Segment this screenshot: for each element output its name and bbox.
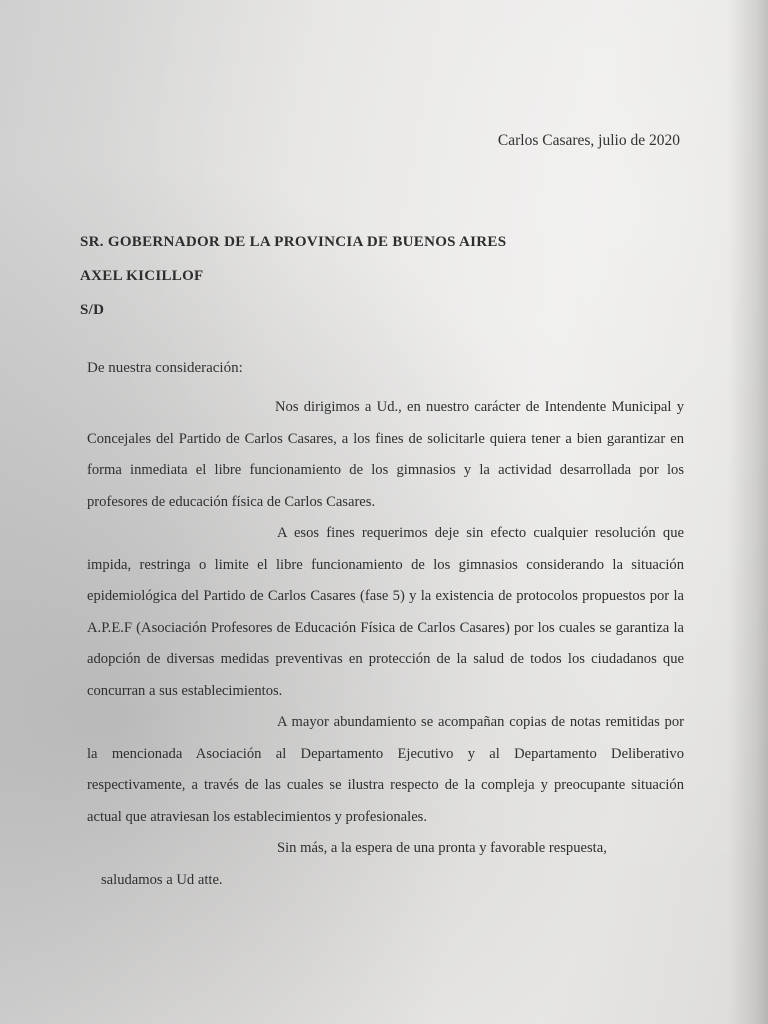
addressee-sd: S/D [80,302,105,318]
closing: saludamos a Ud atte. [101,871,223,888]
addressee-block [80,228,506,330]
salutation: De nuestra consideración: [87,360,243,376]
letter-body [87,392,684,896]
paragraph-3: A mayor abundamiento se acompañan copias de notas remitidas por la mencionada Asociación al Departamento Ejecutivo y al Departamento Deliberativo respectivamente, a través de las cuales se ilustra respecto de la compleja y preocupante situación actual que atraviesan los establecimientos y profesionales. [87,714,684,825]
paragraph-4: Sin más, a la espera de una pronta y favorable respuesta, [277,840,607,856]
page-edge-shadow [728,0,768,1024]
paragraph-2: A esos fines requerimos deje sin efecto cualquier resolución que impida, restringa o limite el libre funcionamiento de los gimnasios considerando la situación epidemiológica del Partido de Carlos Casares (fase 5) y la existencia de protocolos propuestos por la A.P.E.F (Asociación Profesores de Educación Física de Carlos Casares) por los cuales se garantiza la adopción de diversas medidas preventivas en protección de la salud de todos los ciudadanos que concurran a sus establecimientos. [87,525,684,699]
paragraph-1: Nos dirigimos a Ud., en nuestro carácter de Intendente Municipal y Concejales del Partido de Carlos Casares, a los fines de solicitarle quiera tener a bien garantizar en forma inmediata el libre funcionamiento de los gimnasios y la actividad desarrollada por los profesores de educación física de Carlos Casares. [87,399,684,510]
addressee-title: SR. GOBERNADOR DE LA PROVINCIA DE BUENOS AIRES [80,234,507,250]
place-date: Carlos Casares, julio de 2020 [497,132,680,149]
addressee-name: AXEL KICILLOF [80,268,204,284]
